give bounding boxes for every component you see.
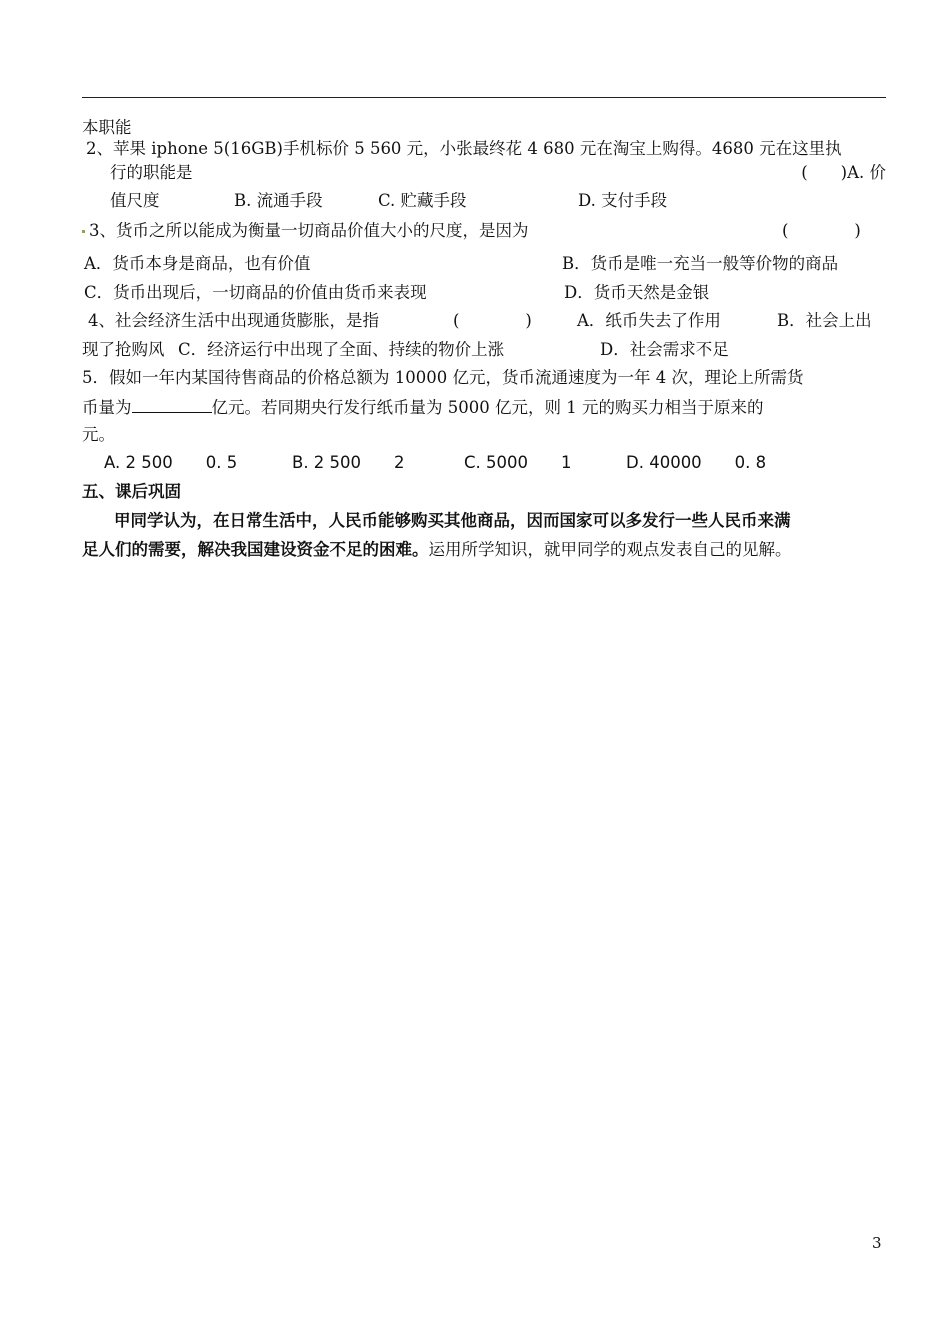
section5-line2	[82, 539, 792, 561]
header-rule	[82, 97, 886, 98]
q5-line2-after: 亿元。若同期央行发行纸币量为 5000 亿元，则 1 元的购买力相当于原来的	[211, 398, 764, 417]
q2-option-a-tail: 值尺度	[110, 191, 160, 210]
q5-line2-before: 币量为	[82, 398, 132, 417]
section5-normal-tail: 运用所学知识，就甲同学的观点发表自己的见解。	[428, 540, 792, 559]
section5-bold-line1: 甲同学认为，在日常生活中，人民币能够购买其他商品，因而国家可以多发行一些人民币来满	[114, 511, 791, 530]
q2-option-c: C. 贮藏手段	[378, 191, 467, 210]
q5-line1: 5．假如一年内某国待售商品的价格总额为 10000 亿元，货币流通速度为一年 4 次，理论上所需货	[82, 368, 804, 387]
q2-answer-paren: ( )A. 价	[801, 163, 886, 182]
q4-option-b-end: 现了抢购风	[82, 340, 165, 359]
q4-option-d: D．社会需求不足	[600, 340, 729, 359]
q4-option-c: C．经济运行中出现了全面、持续的物价上涨	[178, 340, 505, 359]
q4-option-b-start: B．社会上出	[777, 311, 872, 330]
q2-option-d: D. 支付手段	[578, 191, 668, 210]
q3-option-d: D．货币天然是金银	[564, 283, 710, 302]
q5-option-d: D. 40000 0. 8	[626, 453, 767, 472]
q5-line2	[82, 396, 763, 419]
q2-option-b: B. 流通手段	[234, 191, 323, 210]
q3-option-b: B．货币是唯一充当一般等价物的商品	[562, 254, 839, 273]
section5-heading: 五、课后巩固	[82, 482, 181, 501]
section5-bold-line2: 足人们的需要，解决我国建设资金不足的困难。	[82, 540, 429, 559]
q3-answer-paren: ( )	[782, 221, 861, 240]
q2-line2-text: 行的职能是	[110, 163, 193, 182]
page-number: 3	[872, 1234, 882, 1252]
q3-option-c: C．货币出现后，一切商品的价值由货币来表现	[84, 283, 427, 302]
q2-line2	[110, 162, 886, 184]
q3-stem: 3、货币之所以能成为衡量一切商品价值大小的尺度，是因为	[89, 221, 529, 240]
q3-option-a: A．货币本身是商品，也有价值	[84, 254, 311, 273]
q3-stem-wrap	[82, 220, 529, 242]
q4-stem: 4、社会经济生活中出现通货膨胀，是指	[88, 311, 379, 330]
q5-option-b: B. 2 500 2	[292, 453, 405, 472]
q5-line3: 元。	[82, 425, 115, 444]
q5-option-c: C. 5000 1	[464, 453, 572, 472]
q2-line1: 2、苹果 iphone 5(16GB)手机标价 5 560 元，小张最终花 4 680 元在淘宝上购得。4680 元在这里执	[86, 139, 842, 158]
q4-option-a: A．纸币失去了作用	[577, 311, 721, 330]
q5-answer-blank	[132, 396, 212, 413]
margin-marker	[82, 230, 85, 233]
q5-option-a: A. 2 500 0. 5	[104, 453, 238, 472]
prev-text-tail: 本职能	[82, 118, 132, 137]
q4-answer-paren: ( )	[453, 311, 532, 330]
